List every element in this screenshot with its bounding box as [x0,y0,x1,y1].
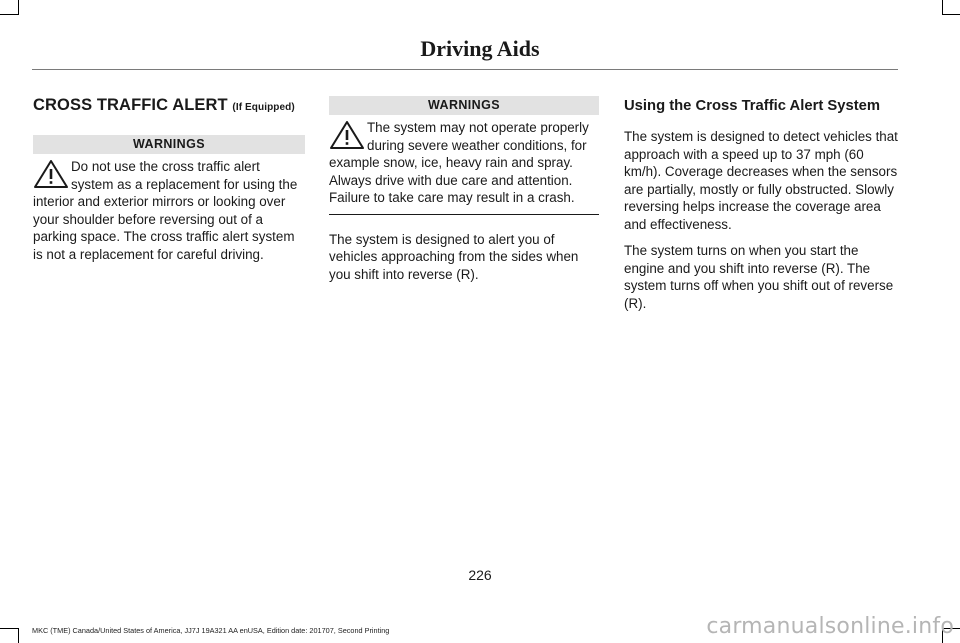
section-title-suffix: (If Equipped) [232,102,295,113]
subsection-heading: Using the Cross Traffic Alert System [624,98,881,114]
page-header-title: Driving Aids [420,36,540,61]
crop-mark [942,14,960,15]
crop-mark [0,628,18,629]
warning-label: WARNINGS [33,135,305,154]
warning-box [329,115,599,214]
warning-text: Do not use the cross traffic alert system as a replacement for using the interior and exterior mirrors or looking over your shoulder before reversing out of a parking space. The cross traffic alert system is not a replacement for careful driving. [33,159,298,262]
warning-box [33,154,305,270]
warning-triangle-icon [33,159,69,189]
left-column [33,96,305,270]
crop-mark [18,0,19,15]
warning-triangle-icon [329,120,365,150]
body-paragraph: The system is designed to alert you of vehicles approaching from the sides when you shift into reverse (R). [329,231,579,282]
crop-mark [942,0,943,15]
section-title-text: CROSS TRAFFIC ALERT [33,96,228,114]
warning-label: WARNINGS [329,96,599,115]
edition-footer: MKC (TME) Canada/United States of America, JJ7J 19A321 AA enUSA, Edition date: 201707, Second Printing [32,626,390,635]
header-rule [32,69,898,70]
crop-mark [18,628,19,643]
page-number: 226 [468,567,492,583]
watermark-logo: carmanualsonline.info [706,614,954,639]
middle-column [329,96,599,283]
body-paragraph: The system turns on when you start the engine and you shift into reverse (R). The system turns off when you shift out of reverse (R). [624,243,894,311]
warning-text: The system may not operate properly during severe weather conditions, for example snow, ice, heavy rain and spray. Always drive with due care and attention. Failure to take care may result in a crash. [329,120,589,205]
right-column [624,96,899,312]
section-title [33,96,305,115]
body-paragraph: The system is designed to detect vehicles that approach with a speed up to 37 mph (60 km/h). Coverage decreases when the sensors are partially, mostly or fully obstructed. Slowly reversing helps increase the coverage area and effectiveness. [624,129,898,232]
crop-mark [0,14,18,15]
